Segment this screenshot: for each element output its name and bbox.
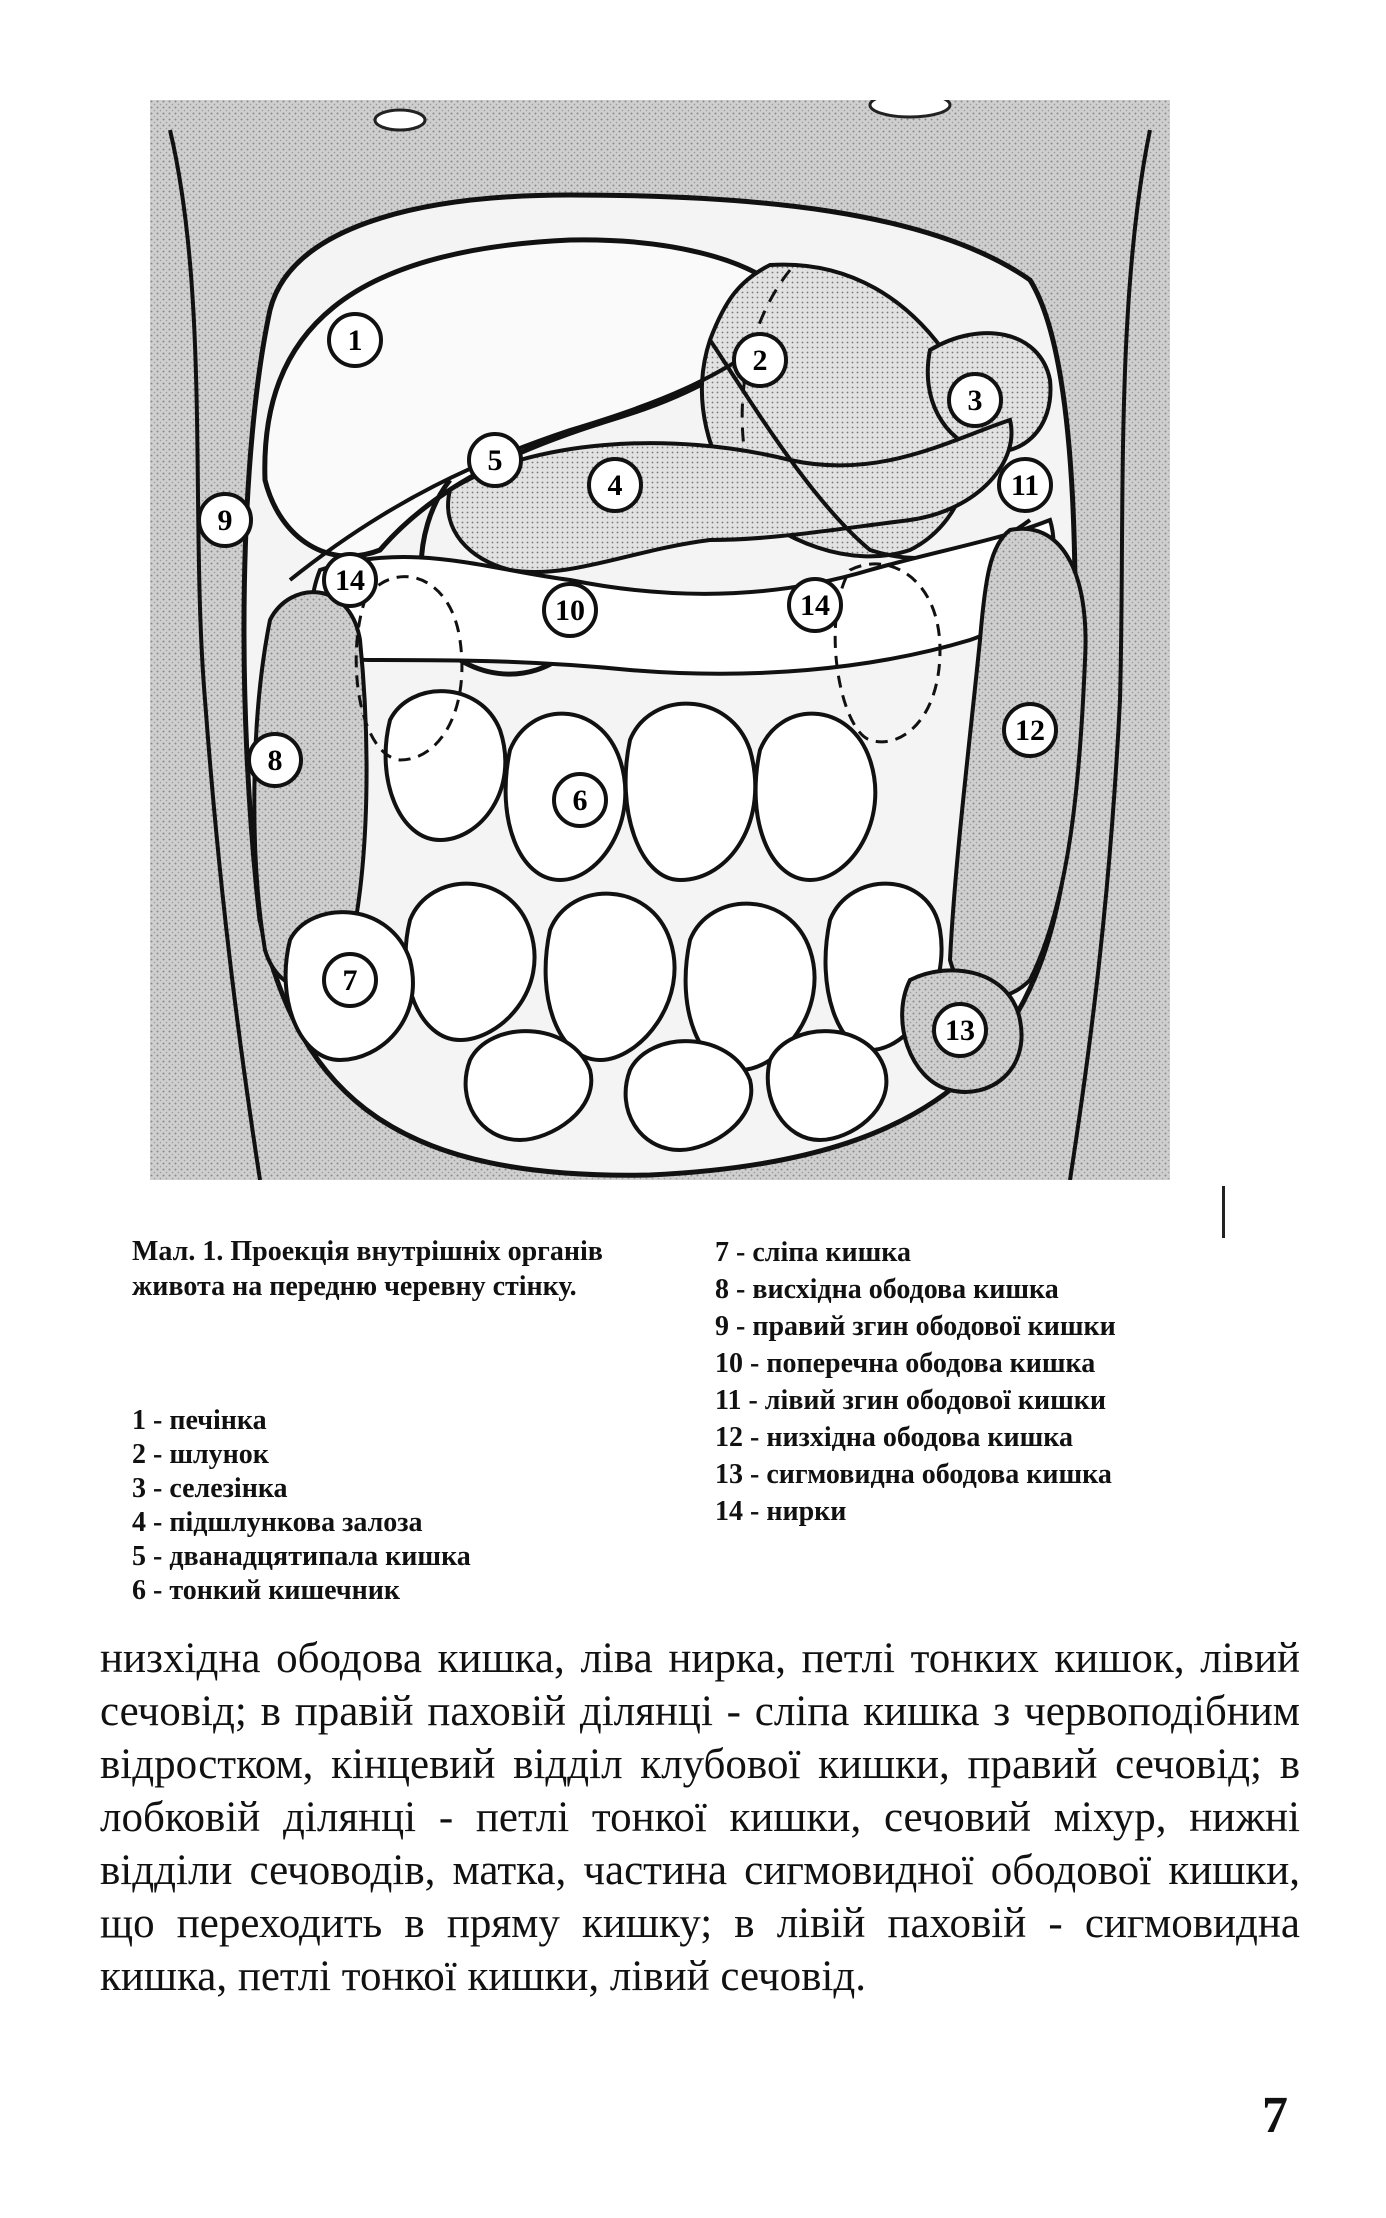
organ-number-label: 10 xyxy=(555,594,585,627)
organ-number-badge xyxy=(999,459,1051,511)
legend-item: 1 - печінка xyxy=(132,1405,267,1436)
legend-item: 4 - підшлункова залоза xyxy=(132,1507,423,1538)
margin-mark xyxy=(1222,1186,1225,1238)
legend-item: 10 - поперечна ободова кишка xyxy=(715,1348,1096,1379)
legend-item: 11 - лівий згин ободової кишки xyxy=(715,1385,1107,1416)
organ-number-label: 11 xyxy=(1010,469,1040,502)
organ-number-label: 5 xyxy=(487,444,503,477)
organ-number-label: 13 xyxy=(945,1014,975,1047)
organ-number-badge xyxy=(949,374,1001,426)
page-number: 7 xyxy=(1262,2087,1288,2144)
organ-number-badge xyxy=(1004,704,1056,756)
organ-number-badge xyxy=(544,584,596,636)
organ-number-label: 14 xyxy=(335,564,365,597)
legend-item: 2 - шлунок xyxy=(132,1439,269,1470)
organ-number-badge xyxy=(734,334,786,386)
legend-item: 13 - сигмовидна ободова кишка xyxy=(715,1459,1112,1490)
organ-number-label: 8 xyxy=(267,744,283,777)
organ-number-label: 9 xyxy=(217,504,233,537)
legend-left-column xyxy=(132,1404,692,1608)
organ-number-badge xyxy=(329,314,381,366)
legend-item: 14 - нирки xyxy=(715,1496,847,1527)
legend-item: 5 - дванадцятипала кишка xyxy=(132,1541,471,1572)
navel-top-right xyxy=(870,100,950,117)
organ-number-badge xyxy=(324,954,376,1006)
organ-number-label: 3 xyxy=(967,384,983,417)
legend-item: 12 - низхідна ободова кишка xyxy=(715,1422,1073,1453)
organ-number-label: 12 xyxy=(1015,714,1045,747)
organ-number-label: 6 xyxy=(572,784,588,817)
organ-number-badge xyxy=(249,734,301,786)
organ-number-label: 4 xyxy=(607,469,623,502)
body-text xyxy=(100,1632,1300,2003)
legend-item: 6 - тонкий кишечник xyxy=(132,1575,401,1606)
legend-item: 3 - селезінка xyxy=(132,1473,288,1504)
organ-number-badge xyxy=(789,579,841,631)
organ-number-label: 7 xyxy=(342,964,358,997)
anatomy-figure xyxy=(150,100,1170,1180)
organ-number-label: 14 xyxy=(800,589,830,622)
organ-number-badge xyxy=(934,1004,986,1056)
organ-number-badge xyxy=(199,494,251,546)
figure-caption: Мал. 1. Проекція внутрішніх органів живота на передню черевну стінку. xyxy=(132,1236,603,1302)
organ-number-label: 1 xyxy=(347,324,363,357)
legend-item: 9 - правий згин ободової кишки xyxy=(715,1311,1116,1342)
legend-right-column xyxy=(715,1234,1275,1530)
legend-item: 7 - сліпа кишка xyxy=(715,1237,911,1268)
umbilicus-top xyxy=(375,110,425,130)
organ-number-badge xyxy=(469,434,521,486)
body-paragraph: низхідна ободова кишка, ліва нирка, петлі тонких кишок, лівий сечовід; в правій паховій ділянці - сліпа кишка з червоподібним відростком, кінцевий відділ клубової кишки, правий сечовід; в лобковій ділянці - петлі тонкої кишки, сечовий міхур, нижні відділи сечоводів, матка, частина сигмовидної ободової кишки, що переходить в пряму кишку; в лівій паховій - сигмовидна кишка, петлі тонкої кишки, лівий сечовід. xyxy=(100,1635,1300,2000)
organ-number-badge xyxy=(554,774,606,826)
legend-item: 8 - висхідна ободова кишка xyxy=(715,1274,1059,1305)
organ-number-label: 2 xyxy=(752,344,768,377)
organ-number-badge xyxy=(589,459,641,511)
organ-number-badge xyxy=(324,554,376,606)
